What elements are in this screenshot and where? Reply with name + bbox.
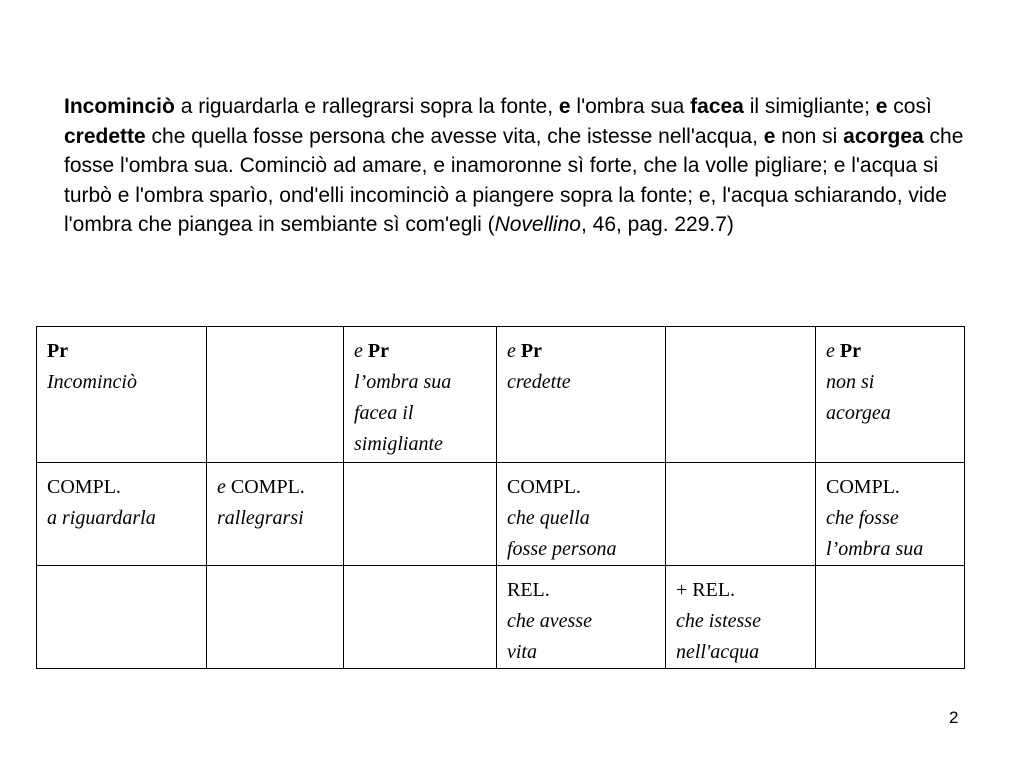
cell-line [507, 367, 657, 398]
cell-run: e [826, 340, 835, 362]
cell-run: a riguardarla [47, 507, 156, 529]
table-row [37, 566, 965, 669]
table-cell [816, 566, 965, 669]
cell-run: e [507, 340, 516, 362]
passage-run: così [887, 95, 932, 118]
cell-line [354, 398, 488, 429]
cell-line [47, 503, 198, 534]
cell-run: + REL. [676, 579, 736, 601]
cell-line [354, 336, 488, 367]
passage-run: Novellino [494, 213, 581, 236]
cell-line [676, 637, 807, 668]
table-cell [497, 566, 666, 669]
table-row [37, 327, 965, 463]
table-cell [666, 327, 816, 463]
passage-run: e [875, 95, 888, 118]
passage-run: il simigliante; [743, 95, 876, 118]
cell-line [826, 472, 956, 503]
table-cell [344, 566, 497, 669]
table-cell [37, 463, 207, 566]
cell-run: l’ombra sua [354, 371, 452, 393]
cell-line [507, 534, 657, 565]
cell-line [507, 575, 657, 606]
cell-line [217, 472, 335, 503]
cell-line [47, 367, 198, 398]
cell-line [507, 637, 657, 668]
cell-run: che avesse [507, 610, 592, 632]
page-number: 2 [949, 708, 959, 727]
cell-run: Pr [520, 340, 542, 362]
table-cell [37, 566, 207, 669]
cell-run: acorgea [826, 402, 891, 424]
cell-line [354, 367, 488, 398]
cell-run: rallegrarsi [217, 507, 304, 529]
table-cell [207, 327, 344, 463]
table-cell [37, 327, 207, 463]
cell-run: Pr [47, 340, 69, 362]
cell-run: Pr [367, 340, 389, 362]
cell-run: e [217, 476, 226, 498]
passage-run: , 46, pag. 229.7) [580, 213, 734, 236]
passage-run: che quella fosse persona che avesse vita, che istesse nell'acqua, [145, 124, 764, 148]
cell-run: facea il [354, 402, 414, 424]
passage-run: Incominciò [64, 95, 175, 118]
cell-run: e [354, 340, 363, 362]
cell-line [47, 472, 198, 503]
syntax-analysis-table [36, 326, 965, 669]
table-cell [816, 327, 965, 463]
passage-run: l'ombra sua [570, 95, 691, 118]
table-cell [666, 566, 816, 669]
cell-line [47, 336, 198, 367]
cell-run: che quella [507, 507, 590, 529]
table-cell [497, 327, 666, 463]
cell-line [507, 336, 657, 367]
passage-text [64, 92, 969, 240]
cell-line [826, 367, 956, 398]
cell-run: non si [826, 371, 875, 393]
cell-run: COMPL. [225, 476, 305, 498]
table-cell [207, 566, 344, 669]
passage-run: e [558, 95, 571, 118]
cell-run: COMPL. [826, 476, 900, 498]
cell-line [826, 336, 956, 367]
table-cell [666, 463, 816, 566]
table-cell [344, 463, 497, 566]
table-cell [207, 463, 344, 566]
cell-run: Pr [839, 340, 861, 362]
cell-run: l’ombra sua [826, 538, 924, 560]
cell-run: credette [507, 371, 571, 393]
cell-line [676, 575, 807, 606]
cell-run: vita [507, 641, 537, 663]
cell-line [507, 472, 657, 503]
passage-run: credette [64, 124, 146, 148]
table-cell [816, 463, 965, 566]
cell-line [507, 503, 657, 534]
cell-run: nell'acqua [676, 641, 760, 663]
table-row [37, 463, 965, 566]
passage-run: che fosse l'ombra sua. Cominciò ad amare, e inamoronne sì forte, che la volle pigliare; e l'acqua si turbò e l'ombra sparìo, ond'elli incominciò a piangere sopra la fonte; e, l'acqua schiarando, vide l'ombra che piangea in sembiante sì com'egli ( [64, 124, 964, 236]
cell-line [217, 503, 335, 534]
cell-line [826, 534, 956, 565]
passage-run: acorgea [843, 124, 924, 148]
cell-run: simigliante [354, 433, 443, 455]
cell-run: che istesse [676, 610, 761, 632]
cell-line [354, 429, 488, 460]
table-cell [344, 327, 497, 463]
cell-run: REL. [507, 579, 550, 601]
cell-run: che fosse [826, 507, 899, 529]
cell-line [826, 398, 956, 429]
cell-line [507, 606, 657, 637]
passage-run: facea [690, 95, 744, 118]
passage-run: a riguardarla e rallegrarsi sopra la fonte, [174, 95, 559, 118]
cell-run: COMPL. [507, 476, 581, 498]
cell-line [676, 606, 807, 637]
cell-line [826, 503, 956, 534]
cell-run: Incominciò [47, 371, 137, 393]
table-cell [497, 463, 666, 566]
passage-run: e [763, 124, 776, 148]
cell-run: COMPL. [47, 476, 121, 498]
cell-run: fosse persona [507, 538, 617, 560]
passage-run: non si [775, 124, 844, 148]
